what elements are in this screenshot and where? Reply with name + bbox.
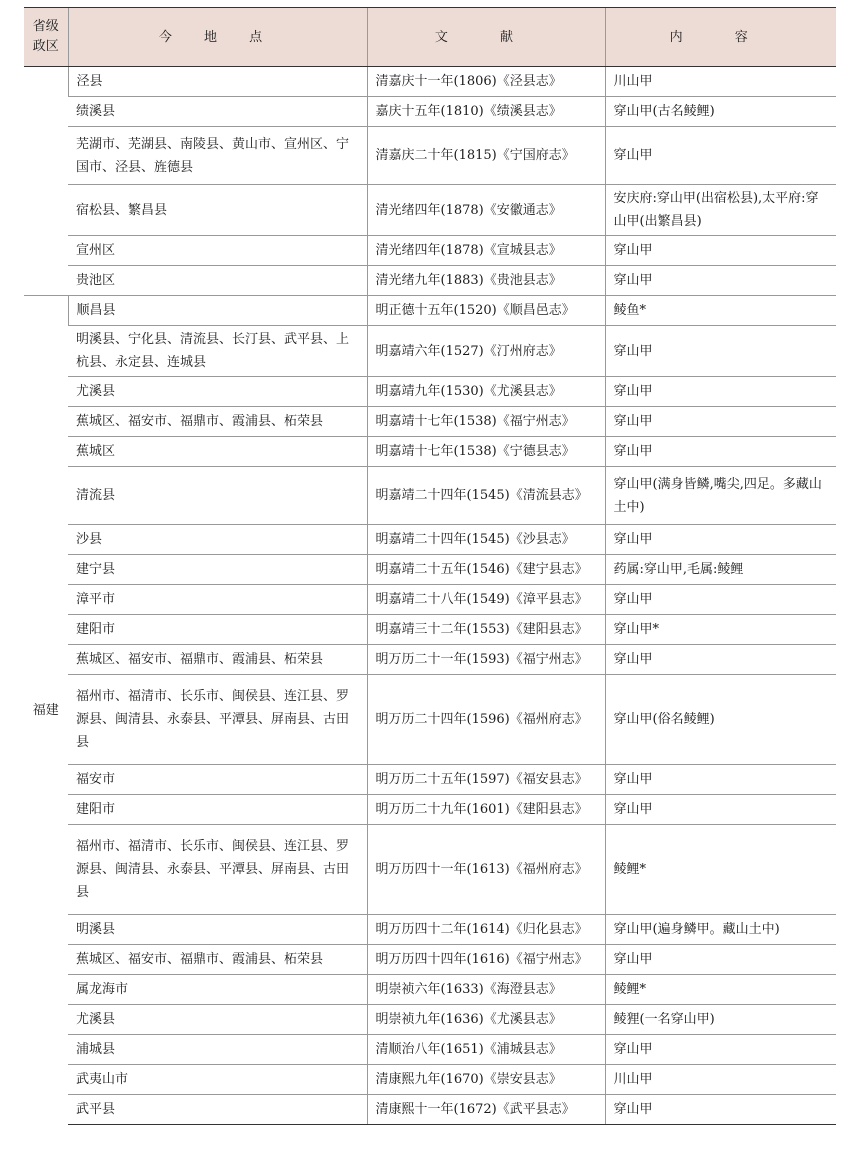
content-cell: 穿山甲	[605, 765, 836, 795]
header-place: 今 地 点	[68, 8, 367, 67]
place-cell: 绩溪县	[68, 97, 367, 127]
source-cell: 明嘉靖十七年(1538)《宁德县志》	[367, 437, 605, 467]
content-cell: 川山甲	[605, 67, 836, 97]
content-cell: 药属:穿山甲,毛属:鲮鲤	[605, 555, 836, 585]
source-cell: 明嘉靖二十八年(1549)《漳平县志》	[367, 585, 605, 615]
content-cell: 穿山甲	[605, 585, 836, 615]
source-cell: 明嘉靖二十四年(1545)《清流县志》	[367, 467, 605, 525]
table-row	[24, 407, 836, 437]
gazetteer-table	[24, 7, 836, 1125]
content-cell: 穿山甲(遍身鳞甲。藏山土中)	[605, 915, 836, 945]
table-row	[24, 765, 836, 795]
content-cell: 穿山甲	[605, 127, 836, 185]
source-cell: 清光绪四年(1878)《安徽通志》	[367, 185, 605, 236]
place-cell: 属龙海市	[68, 975, 367, 1005]
table-row	[24, 437, 836, 467]
table-header	[24, 8, 836, 67]
place-cell: 清流县	[68, 467, 367, 525]
content-cell: 穿山甲	[605, 326, 836, 377]
source-cell: 明正德十五年(1520)《顺昌邑志》	[367, 296, 605, 326]
place-cell: 建宁县	[68, 555, 367, 585]
source-cell: 明万历四十二年(1614)《归化县志》	[367, 915, 605, 945]
content-cell: 穿山甲	[605, 795, 836, 825]
source-cell: 清嘉庆二十年(1815)《宁国府志》	[367, 127, 605, 185]
table-row	[24, 795, 836, 825]
source-cell: 明万历二十九年(1601)《建阳县志》	[367, 795, 605, 825]
content-cell: 穿山甲	[605, 437, 836, 467]
content-cell: 穿山甲*	[605, 615, 836, 645]
table-row	[24, 585, 836, 615]
table-row	[24, 825, 836, 915]
source-cell: 明嘉靖九年(1530)《尤溪县志》	[367, 377, 605, 407]
place-cell: 蕉城区、福安市、福鼎市、霞浦县、柘荣县	[68, 407, 367, 437]
province-cell	[24, 67, 68, 296]
source-cell: 明崇祯六年(1633)《海澄县志》	[367, 975, 605, 1005]
content-cell: 穿山甲	[605, 1095, 836, 1125]
source-cell: 明万历二十五年(1597)《福安县志》	[367, 765, 605, 795]
place-cell: 浦城县	[68, 1035, 367, 1065]
table-row	[24, 296, 836, 326]
place-cell: 蕉城区、福安市、福鼎市、霞浦县、柘荣县	[68, 645, 367, 675]
table-row	[24, 185, 836, 236]
source-cell: 明嘉靖六年(1527)《汀州府志》	[367, 326, 605, 377]
content-cell: 穿山甲	[605, 377, 836, 407]
source-cell: 嘉庆十五年(1810)《绩溪县志》	[367, 97, 605, 127]
source-cell: 明万历二十一年(1593)《福宁州志》	[367, 645, 605, 675]
place-cell: 宿松县、繁昌县	[68, 185, 367, 236]
place-cell: 贵池区	[68, 266, 367, 296]
content-cell: 穿山甲	[605, 1035, 836, 1065]
source-cell: 清康熙九年(1670)《崇安县志》	[367, 1065, 605, 1095]
content-cell: 川山甲	[605, 1065, 836, 1095]
source-cell: 清顺治八年(1651)《浦城县志》	[367, 1035, 605, 1065]
place-cell: 明溪县	[68, 915, 367, 945]
place-cell: 漳平市	[68, 585, 367, 615]
place-cell: 福安市	[68, 765, 367, 795]
source-cell: 明嘉靖十七年(1538)《福宁州志》	[367, 407, 605, 437]
table-row	[24, 266, 836, 296]
content-cell: 鲮狸(一名穿山甲)	[605, 1005, 836, 1035]
place-cell: 泾县	[68, 67, 367, 97]
content-cell: 穿山甲(俗名鲮鲤)	[605, 675, 836, 765]
source-cell: 清光绪四年(1878)《宣城县志》	[367, 236, 605, 266]
source-cell: 清康熙十一年(1672)《武平县志》	[367, 1095, 605, 1125]
source-cell: 明万历二十四年(1596)《福州府志》	[367, 675, 605, 765]
table-row	[24, 236, 836, 266]
table-row	[24, 67, 836, 97]
source-cell: 清光绪九年(1883)《贵池县志》	[367, 266, 605, 296]
content-cell: 穿山甲(古名鲮鲤)	[605, 97, 836, 127]
content-cell: 穿山甲	[605, 645, 836, 675]
place-cell: 建阳市	[68, 795, 367, 825]
table-row	[24, 1035, 836, 1065]
content-cell: 穿山甲	[605, 945, 836, 975]
place-cell: 福州市、福清市、长乐市、闽侯县、连江县、罗源县、闽清县、永泰县、平潭县、屏南县、古田县	[68, 675, 367, 765]
place-cell: 芜湖市、芜湖县、南陵县、黄山市、宣州区、宁国市、泾县、旌德县	[68, 127, 367, 185]
table-row	[24, 975, 836, 1005]
content-cell: 穿山甲	[605, 236, 836, 266]
content-cell: 安庆府:穿山甲(出宿松县),太平府:穿山甲(出繁昌县)	[605, 185, 836, 236]
table-row	[24, 97, 836, 127]
table-row	[24, 127, 836, 185]
table-row	[24, 915, 836, 945]
content-cell: 穿山甲	[605, 266, 836, 296]
source-cell: 明万历四十四年(1616)《福宁州志》	[367, 945, 605, 975]
table-row	[24, 675, 836, 765]
table-row	[24, 1065, 836, 1095]
table-row	[24, 615, 836, 645]
source-cell: 明嘉靖三十二年(1553)《建阳县志》	[367, 615, 605, 645]
source-cell: 明崇祯九年(1636)《尤溪县志》	[367, 1005, 605, 1035]
header-source: 文 献	[367, 8, 605, 67]
table-row	[24, 645, 836, 675]
place-cell: 沙县	[68, 525, 367, 555]
place-cell: 武平县	[68, 1095, 367, 1125]
content-cell: 穿山甲	[605, 525, 836, 555]
table-row	[24, 945, 836, 975]
source-cell: 明万历四十一年(1613)《福州府志》	[367, 825, 605, 915]
header-content: 内 容	[605, 8, 836, 67]
place-cell: 尤溪县	[68, 377, 367, 407]
header-province	[24, 8, 68, 67]
place-cell: 明溪县、宁化县、清流县、长汀县、武平县、上杭县、永定县、连城县	[68, 326, 367, 377]
place-cell: 福州市、福清市、长乐市、闽侯县、连江县、罗源县、闽清县、永泰县、平潭县、屏南县、古田县	[68, 825, 367, 915]
table-body	[24, 67, 836, 1125]
table-row	[24, 555, 836, 585]
header-province-line2: 政区	[32, 39, 59, 54]
table-row	[24, 525, 836, 555]
table-row	[24, 377, 836, 407]
source-cell: 明嘉靖二十五年(1546)《建宁县志》	[367, 555, 605, 585]
place-cell: 尤溪县	[68, 1005, 367, 1035]
place-cell: 蕉城区	[68, 437, 367, 467]
place-cell: 顺昌县	[68, 296, 367, 326]
source-cell: 清嘉庆十一年(1806)《泾县志》	[367, 67, 605, 97]
place-cell: 建阳市	[68, 615, 367, 645]
content-cell: 鲮鱼*	[605, 296, 836, 326]
content-cell: 穿山甲	[605, 407, 836, 437]
source-cell: 明嘉靖二十四年(1545)《沙县志》	[367, 525, 605, 555]
content-cell: 鲮鲤*	[605, 975, 836, 1005]
table-row	[24, 1095, 836, 1125]
place-cell: 宣州区	[68, 236, 367, 266]
content-cell: 穿山甲(满身皆鳞,嘴尖,四足。多藏山土中)	[605, 467, 836, 525]
content-cell: 鲮鲤*	[605, 825, 836, 915]
table-row	[24, 467, 836, 525]
place-cell: 蕉城区、福安市、福鼎市、霞浦县、柘荣县	[68, 945, 367, 975]
header-province-line1: 省级	[32, 19, 59, 34]
table-row	[24, 326, 836, 377]
table-row	[24, 1005, 836, 1035]
province-cell: 福建	[24, 296, 68, 1125]
place-cell: 武夷山市	[68, 1065, 367, 1095]
header-row	[24, 8, 836, 67]
